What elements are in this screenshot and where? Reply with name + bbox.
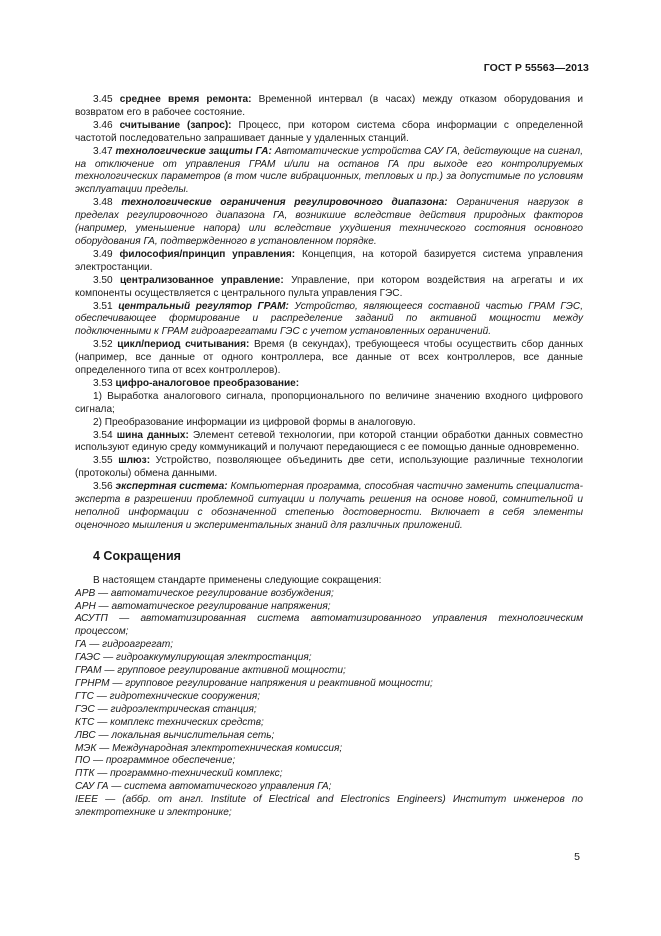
term-definition: Элемент сетевой технологии, при которой станции обработки данных совместно используют единую среду коммуникаций и получают передающиеся с ее помощью данные одновременно. <box>75 429 583 454</box>
term-number: 3.54 <box>93 429 113 441</box>
term-number: 3.52 <box>93 339 113 351</box>
page-number: 5 <box>574 851 580 863</box>
term-definition: Процесс, при котором система сбора информации с определенной частотой последовательно запрашивает данные у удаленных станций. <box>75 119 583 144</box>
term-name: централизованное управление: <box>119 274 284 286</box>
term-name: шлюз: <box>118 455 151 467</box>
abbreviation-item: САУ ГА — система автоматического управления ГА; <box>75 781 332 793</box>
term-definition: Автоматические устройства САУ ГА, действующие на сигнал, на отключение от управления ГРАМ и/или на останов ГА при выходе его контролируемых технологических параметров (в том числе вибрационных, тепловых и пр.) за допустимые по условиям эксплуатации пределы. <box>75 145 583 196</box>
abbreviation-item: ГРАМ — групповое регулирование активной мощности; <box>75 665 346 677</box>
abbreviation-item: АРН — автоматическое регулирование напряжения; <box>75 600 331 612</box>
term-number: 3.56 <box>93 481 113 493</box>
terms-list <box>75 94 583 391</box>
term-definition: Ограничения нагрузок в пределах регулировочного диапазона ГА, возникшие вследствие действия природных факторов (например, уменьшение напора) или вследствие ухудшения технического состояния основного оборудования ГА, подтвержденного в установленном порядке. <box>75 197 584 247</box>
term-name: шина данных: <box>116 429 189 441</box>
term-number: 3.49 <box>93 248 113 260</box>
abbreviation-item: IEEE — (аббр. от англ. Institute of Electrical and Electronics Engineers) Институт инженеров по электротехнике и электронике; <box>75 794 583 819</box>
term-entry <box>75 94 583 120</box>
abbreviation-item: ГТС — гидротехнические сооружения; <box>75 690 261 702</box>
term-definition: Устройство, позволяющее объединить две сети, использующие различные технологии (протоколы) обмена данными. <box>75 455 584 480</box>
term-definition: Компьютерная программа, способная частично заменить специалиста-эксперта в разрешении проблемной ситуации и получать решения на основе новой, сомнительной и неполной информации с обозначенной степенью достоверности. Включает в себя элементы оценочного мышления и экспериментальных знаний для различных приложений. <box>75 481 583 531</box>
term-number: 3.55 <box>93 455 113 467</box>
term-definition: Управление, при котором воздействия на агрегаты и их компоненты осуществляется с центрального пульта управления ГЭС. <box>75 274 583 299</box>
dac-item: 2) Преобразование информации из цифровой формы в аналоговую. <box>93 416 416 428</box>
abbreviation-item: ПО — программное обеспечение; <box>75 755 236 767</box>
term-name: цифро-аналоговое преобразование: <box>115 377 300 389</box>
term-name: считывание (запрос): <box>119 119 232 131</box>
abbreviation-item: ПТК — программно-технический комплекс; <box>75 768 283 780</box>
term-number: 3.48 <box>93 197 113 209</box>
term-entry <box>75 197 583 249</box>
terms-list-continued <box>75 430 583 533</box>
term-number: 3.53 <box>93 377 113 389</box>
term-entry <box>75 275 583 301</box>
term-entry <box>75 146 583 198</box>
term-definition: Концепция, на которой базируется система управления электростанции. <box>75 248 583 273</box>
abbreviation-item: КТС — комплекс технических средств; <box>75 716 264 728</box>
abbreviation-item: АРВ — автоматическое регулирование возбуждения; <box>75 587 334 599</box>
term-definition: Время (в секундах), требующееся чтобы осуществить сбор данных (например, все данные от одного контроллера, все данные от всех контроллеров, все данные определенного типа от всех контроллеров). <box>75 339 583 377</box>
abbreviations-list <box>75 588 583 820</box>
term-entry <box>75 249 583 275</box>
term-entry <box>75 120 583 146</box>
document-header: ГОСТ Р 55563—2013 <box>483 62 589 74</box>
abbreviation-item: ГА — гидроагрегат; <box>75 639 174 651</box>
term-name: философия/принцип управления: <box>119 248 296 260</box>
term-number: 3.45 <box>93 94 113 105</box>
section-title: 4 Сокращения <box>93 548 181 563</box>
term-entry <box>75 430 583 456</box>
section-intro: В настоящем стандарте применены следующие сокращения: <box>93 574 382 586</box>
term-entry <box>75 481 583 533</box>
term-entry <box>75 339 583 378</box>
abbreviation-item: ЛВС — локальная вычислительная сеть; <box>75 729 275 741</box>
term-definition: Временной интервал (в часах) между отказом оборудования и возвратом его в рабочее состояние. <box>75 94 583 118</box>
term-entry <box>75 378 583 391</box>
abbreviation-item: ГРНРМ — групповое регулирование напряжения и реактивной мощности; <box>75 677 433 689</box>
term-name: технологические защиты ГА: <box>115 145 272 157</box>
term-name: экспертная система: <box>115 481 228 493</box>
term-number: 3.50 <box>93 274 113 286</box>
abbreviation-item: АСУТП — автоматизированная система автоматизированного управления технологическим процессом; <box>75 613 583 638</box>
term-name: центральный регулятор ГРАМ: <box>118 300 289 312</box>
dac-items <box>75 391 583 430</box>
term-entry <box>75 455 583 481</box>
term-name: цикл/период считывания: <box>117 339 250 351</box>
term-definition: Устройство, являющееся составной частью ГРАМ ГЭС, обеспечивающее формирование и распределение заданий по активной мощности между подключенными к ГРАМ гидроагрегатами ГЭС с учетом установленных ограничений. <box>75 300 584 338</box>
term-number: 3.51 <box>93 300 113 312</box>
abbreviation-item: ГАЭС — гидроаккумулирующая электростанция; <box>75 652 312 664</box>
term-number: 3.47 <box>93 145 113 157</box>
term-name: технологические ограничения регулировочного диапазона: <box>121 197 448 209</box>
term-name: среднее время ремонта: <box>119 94 252 105</box>
dac-item: 1) Выработка аналогового сигнала, пропорционального по величине значению входного цифрового сигнала; <box>75 390 583 415</box>
abbreviation-item: ГЭС — гидроэлектрическая станция; <box>75 703 257 715</box>
term-number: 3.46 <box>93 119 113 131</box>
page-content <box>75 94 583 820</box>
term-entry <box>75 301 583 340</box>
abbreviation-item: МЭК — Международная электротехническая комиссия; <box>75 742 343 754</box>
